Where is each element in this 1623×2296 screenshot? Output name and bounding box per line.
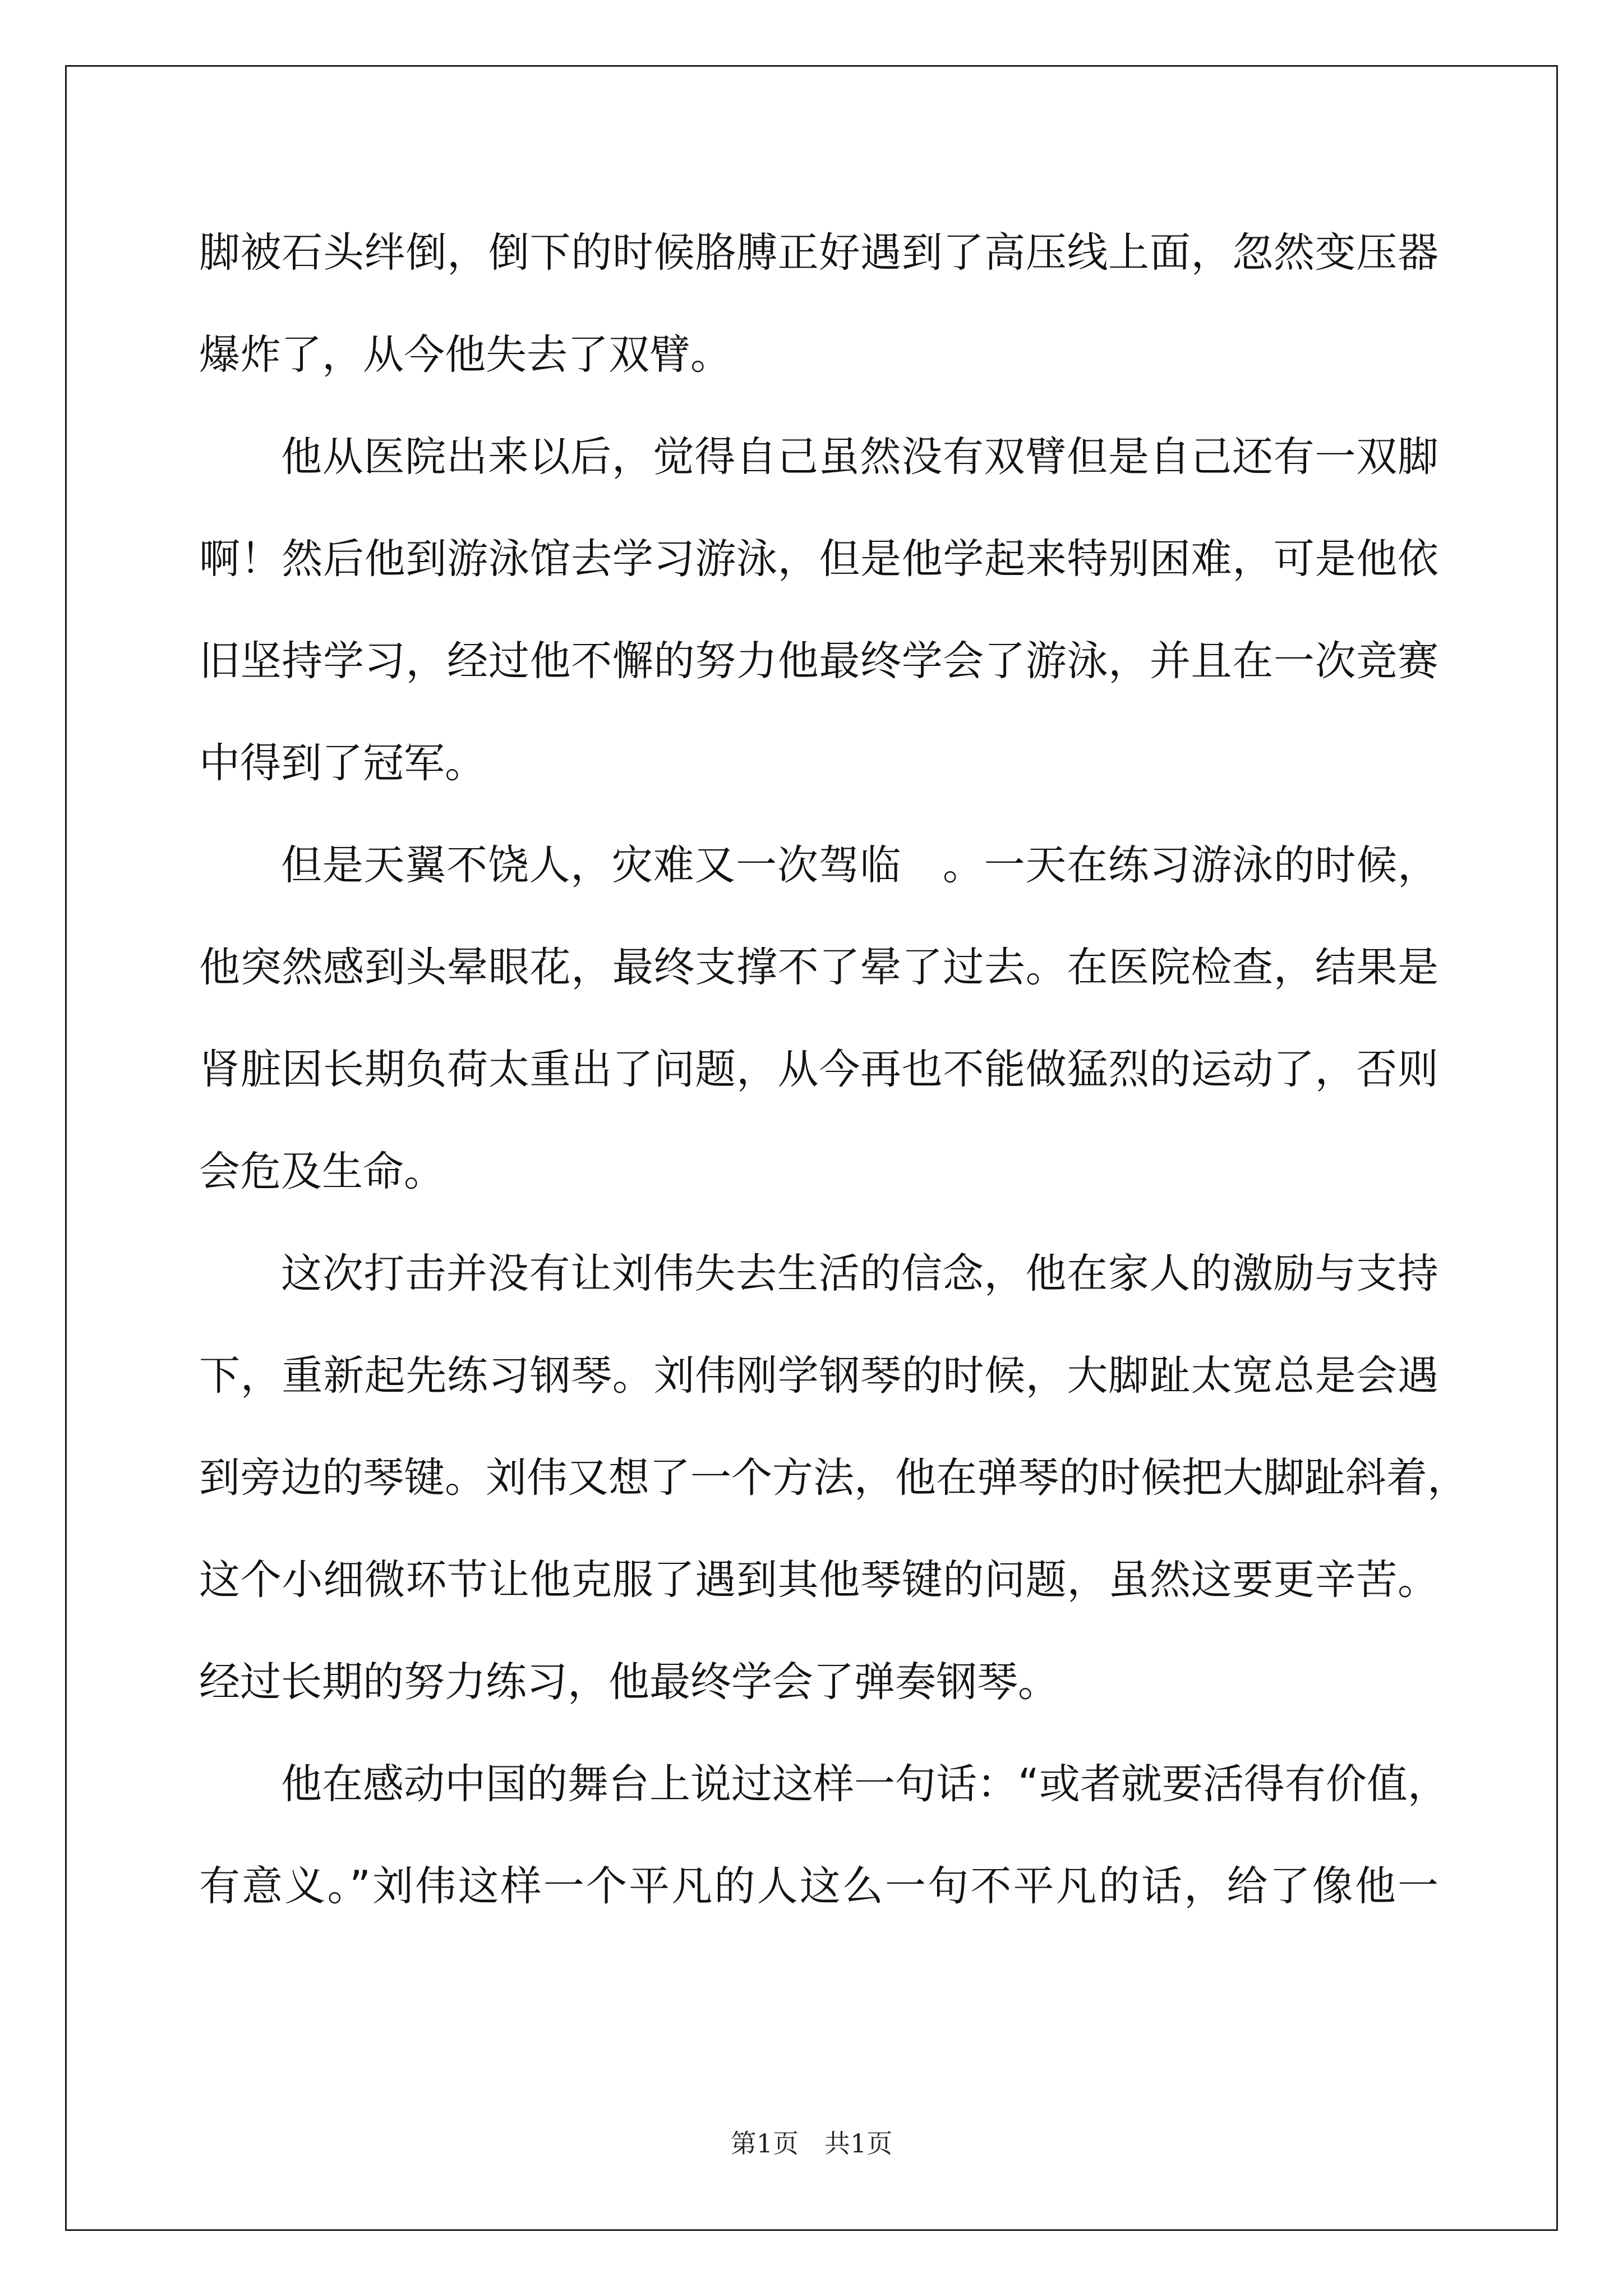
text-line: 经过长期的努力练习，他最终学会了弹奏钢琴。	[199, 1658, 1059, 1706]
text-line: 下，重新起先练习钢琴。刘伟刚学钢琴的时候，大脚趾太宽总是会遇	[199, 1352, 1438, 1400]
text-line: 到旁边的琴键。刘伟又想了一个方法，他在弹琴的时候把大脚趾斜着，	[199, 1454, 1468, 1502]
text-line: 中得到了冠军。	[199, 739, 486, 787]
text-line: 有意义。”刘伟这样一个平凡的人这么一句不平凡的话，给了像他一	[199, 1862, 1438, 1910]
text-line: 旧坚持学习，经过他不懈的努力他最终学会了游泳，并且在一次竞赛	[199, 637, 1438, 685]
paragraph-first-line: 这次打击并没有让刘伟失去生活的信念，他在家人的激励与支持	[281, 1250, 1438, 1297]
paragraph-first-line: 他从医院出来以后，觉得自己虽然没有双臂但是自己还有一双脚	[281, 433, 1438, 481]
paragraph-first-line: 但是天翼不饶人，灾难又一次驾临 。一天在练习游泳的时候，	[281, 841, 1438, 889]
text-line: 他突然感到头晕眼花，最终支撑不了晕了过去。在医院检查，结果是	[199, 944, 1438, 991]
text-line: 会危及生命。	[199, 1148, 445, 1195]
document-body	[199, 202, 1468, 1938]
text-line: 这个小细微环节让他克服了遇到其他琴键的问题，虽然这要更辛苦。	[199, 1556, 1438, 1604]
text-line: 爆炸了，从今他失去了双臂。	[199, 331, 731, 379]
paragraph-first-line: 他在感动中国的舞台上说过这样一句话：“或者就要活得有价值，	[281, 1760, 1449, 1808]
text-line: 脚被石头绊倒，倒下的时候胳膊正好遇到了高压线上面，忽然变压器	[199, 229, 1438, 277]
text-line: 啊！然后他到游泳馆去学习游泳，但是他学起来特别困难，可是他依	[199, 535, 1438, 583]
page-number-footer: 第1页 共1页	[730, 2128, 893, 2159]
text-line: 肾脏因长期负荷太重出了问题，从今再也不能做猛烈的运动了，否则	[199, 1046, 1438, 1093]
